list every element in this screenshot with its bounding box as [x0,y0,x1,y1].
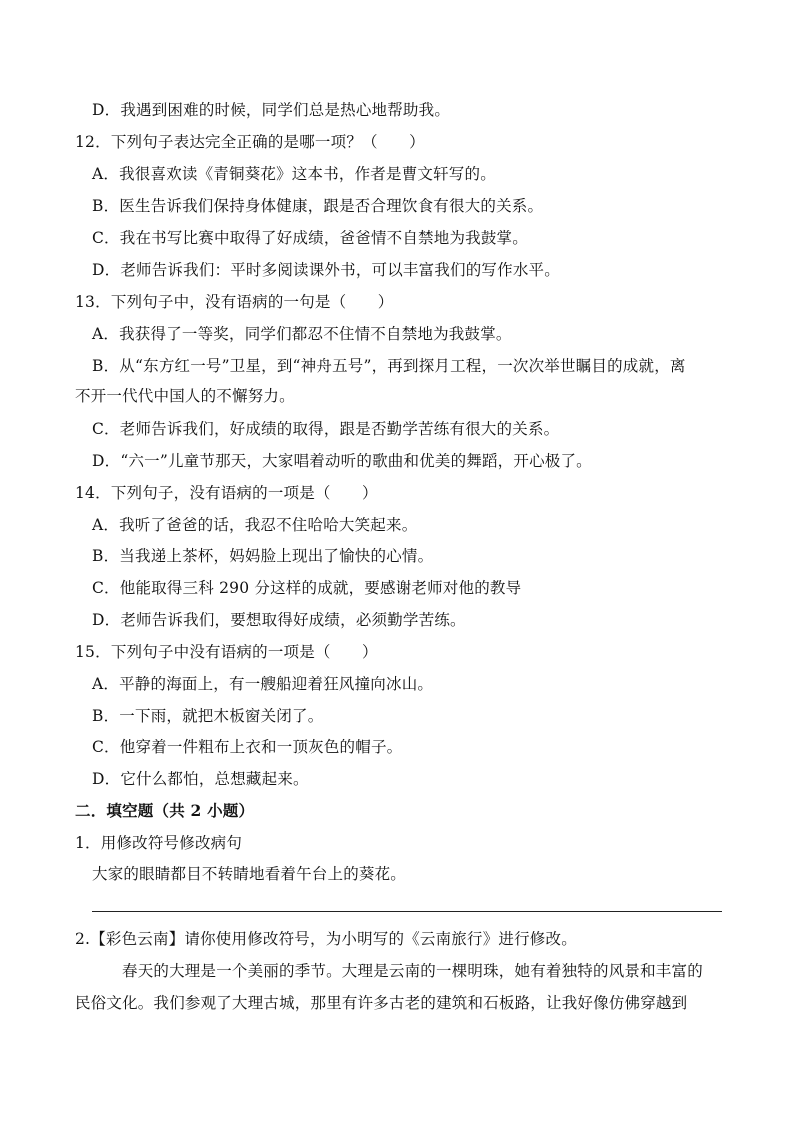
q15-option-b: B．一下雨，就把木板窗关闭了。 [92,707,324,725]
fill-q1-stem: 1．用修改符号修改病句 [75,834,243,852]
fill-q2-paragraph-line2: 民俗文化。我们参观了大理古城，那里有许多古老的建筑和石板路，让我好像仿佛穿越到 [75,994,688,1012]
q11-option-d: D．我遇到困难的时候，同学们总是热心地帮助我。 [92,101,451,119]
q12-option-b: B．医生告诉我们保持身体健康，跟是否合理饮食有很大的关系。 [92,197,544,215]
q15-option-c: C．他穿着一件粗布上衣和一顶灰色的帽子。 [92,738,403,756]
q12-option-d: D．老师告诉我们：平时多阅读课外书，可以丰富我们的写作水平。 [92,261,560,279]
fill-q1-sentence: 大家的眼睛都目不转睛地看着午台上的葵花。 [92,865,407,883]
q13-stem: 13．下列句子中，没有语病的一句是（ ） [75,293,394,311]
q14-option-d: D．老师告诉我们，要想取得好成绩，必须勤学苦练。 [92,611,466,629]
q14-stem: 14．下列句子，没有语病的一项是（ ） [75,484,378,502]
q13-option-b-line1: B．从“东方红一号”卫星，到“神舟五号”，再到探月工程，一次次举世瞩目的成就，离 [92,357,686,375]
q15-stem: 15．下列句子中没有语病的一项是（ ） [75,643,378,661]
q15-option-d: D．它什么都怕，总想藏起来。 [92,770,309,788]
q14-option-c: C．他能取得三科 290 分这样的成就，要感谢老师对他的教导 [92,579,522,597]
q13-option-c: C．老师告诉我们，好成绩的取得，跟是否勤学苦练有很大的关系。 [92,420,560,438]
q13-option-d: D．“六一”儿童节那天，大家唱着动听的歌曲和优美的舞蹈，开心极了。 [92,452,592,470]
q13-option-a: A．我获得了一等奖，同学们都忍不住情不自禁地为我鼓掌。 [92,325,512,343]
fill-q2-paragraph-line1: 春天的大理是一个美丽的季节。大理是云南的一棵明珠，她有着独特的风景和丰富的 [122,962,703,980]
q12-option-a: A．我很喜欢读《青铜葵花》这本书，作者是曹文轩写的。 [92,165,496,183]
q12-option-c: C．我在书写比赛中取得了好成绩，爸爸情不自禁地为我鼓掌。 [92,229,528,247]
q15-option-a: A．平静的海面上，有一艘船迎着狂风撞向冰山。 [92,675,434,693]
q13-option-b-line2: 不开一代代中国人的不懈努力。 [75,387,295,405]
fill-q2-stem: 2.【彩色云南】请你使用修改符号，为小明写的《云南旅行》进行修改。 [75,930,577,948]
answer-line [92,911,722,912]
q14-option-a: A．我听了爸爸的话，我忍不住哈哈大笑起来。 [92,516,418,534]
q12-stem: 12．下列句子表达完全正确的是哪一项？（ ） [75,133,425,151]
q14-option-b: B．当我递上茶杯，妈妈脸上现出了愉快的心情。 [92,547,434,565]
section-heading-fill-in: 二．填空题（共 2 小题） [75,801,255,820]
